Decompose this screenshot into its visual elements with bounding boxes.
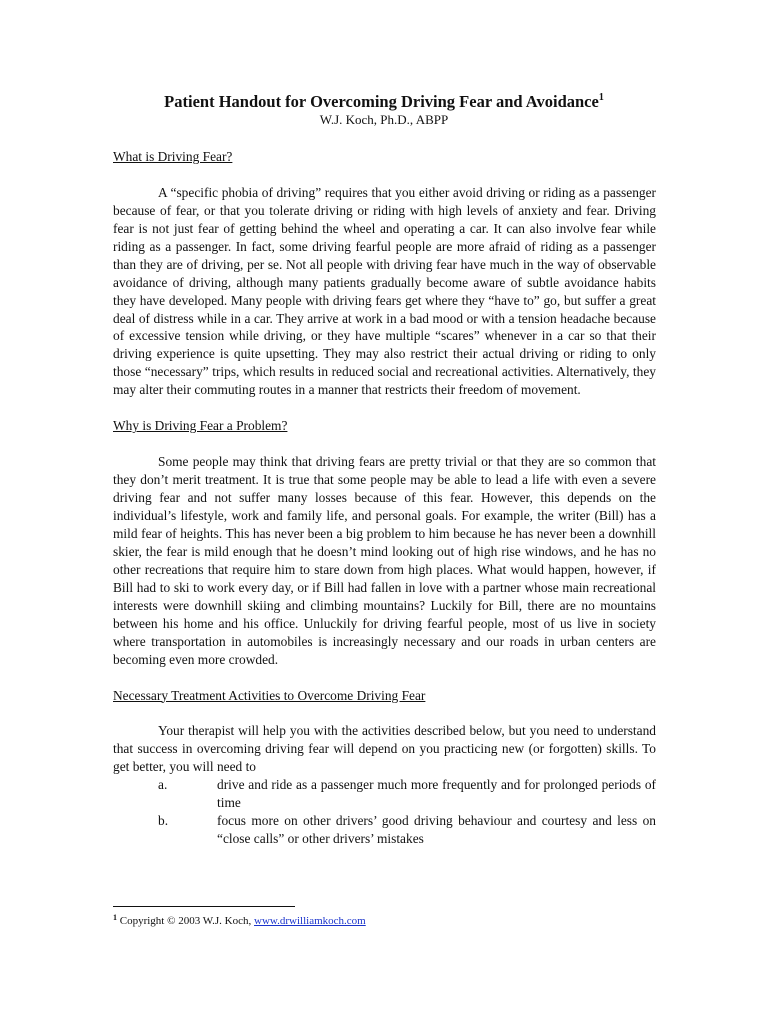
section-necessary-treatment-activities	[113, 687, 656, 849]
document-body	[113, 148, 656, 848]
list-item	[113, 812, 656, 848]
list-item-text: drive and ride as a passenger much more frequently and for prolonged periods of time	[217, 777, 656, 811]
title-text: Patient Handout for Overcoming Driving Fear and Avoidance	[164, 92, 599, 111]
footnote	[113, 914, 656, 928]
section-paragraph: A “specific phobia of driving” requires that you either avoid driving or riding as a passenger because of fear, or that you tolerate driving or riding with high levels of anxiety and fear. Driving fear is not just fear of getting behind the wheel and operating a car. It can also involve fear while riding as a passenger. In fact, some driving fearful people are more afraid of riding as a passenger than they are of driving, per se. Not all people with driving fear have much in the way of observable avoidance of driving, although many patients gradually become aware of subtle avoidance habits they have developed. Many people with driving fears get where they “have to” go, but suffer a great deal of distress while in a car. They arrive at work in a bad mood or with a tension headache because of excessive tension while driving, or they have multiple “scares” whenever in a car so that their driving experience is quite upsetting. They may also restrict their actual driving or riding to only those “necessary” trips, which results in reduced social and recreational activities. Alternatively, they may alter their commuting routes in a manner that restricts their freedom of movement.	[113, 184, 656, 398]
title-footnote-marker[interactable]: 1	[598, 92, 604, 103]
footnote-website-link[interactable]: www.drwilliamkoch.com	[254, 915, 366, 927]
list-item-marker: a.	[158, 777, 168, 793]
footnote-marker: 1	[113, 913, 117, 922]
section-what-is-driving-fear	[113, 148, 656, 399]
treatment-activity-list	[113, 776, 656, 848]
document-title	[0, 92, 768, 112]
section-paragraph: Some people may think that driving fears are pretty trivial or that they are so common that they don’t merit treatment. It is true that some people may be able to lead a life with even a severe driving fear and not suffer many losses because of this fear. However, this depends on the individual’s lifestyle, work and family life, and personal goals. For example, the writer (Bill) has a mild fear of heights. This has never been a big problem to him because he has never been a downhill skier, the fear is mild enough that he doesn’t mind looking out of high rise windows, and he has no other recreations that require him to stare down from high places. What would happen, however, if Bill had to ski to work every day, or if Bill had fallen in love with a partner whose main recreational interests were downhill skiing and climbing mountains? Luckily for Bill, there are no mountains between his home and his office. Unluckily for driving fearful people, most of us live in society where transportation in automobiles is increasingly necessary and our roads in urban centers are becoming even more crowded.	[113, 454, 656, 667]
section-paragraph: Your therapist will help you with the activities described below, but you need to understand that success in overcoming driving fear will depend on you practicing new (or forgotten) skills. To get better, you will need to	[113, 723, 656, 775]
list-item-marker: b.	[158, 813, 169, 829]
section-why-is-driving-fear-a-problem	[113, 417, 656, 668]
list-item	[113, 776, 656, 812]
footnote-divider	[113, 906, 295, 907]
section-heading: Necessary Treatment Activities to Overcome Driving Fear	[113, 687, 426, 703]
section-heading: Why is Driving Fear a Problem?	[113, 418, 288, 434]
list-item-text: focus more on other drivers’ good driving behaviour and courtesy and less on “close calls” or other drivers’ mistakes	[217, 813, 656, 847]
section-heading: What is Driving Fear?	[113, 149, 233, 164]
author-line: W.J. Koch, Ph.D., ABPP	[319, 112, 449, 127]
footnote-text: Copyright © 2003 W.J. Koch,	[119, 915, 255, 927]
